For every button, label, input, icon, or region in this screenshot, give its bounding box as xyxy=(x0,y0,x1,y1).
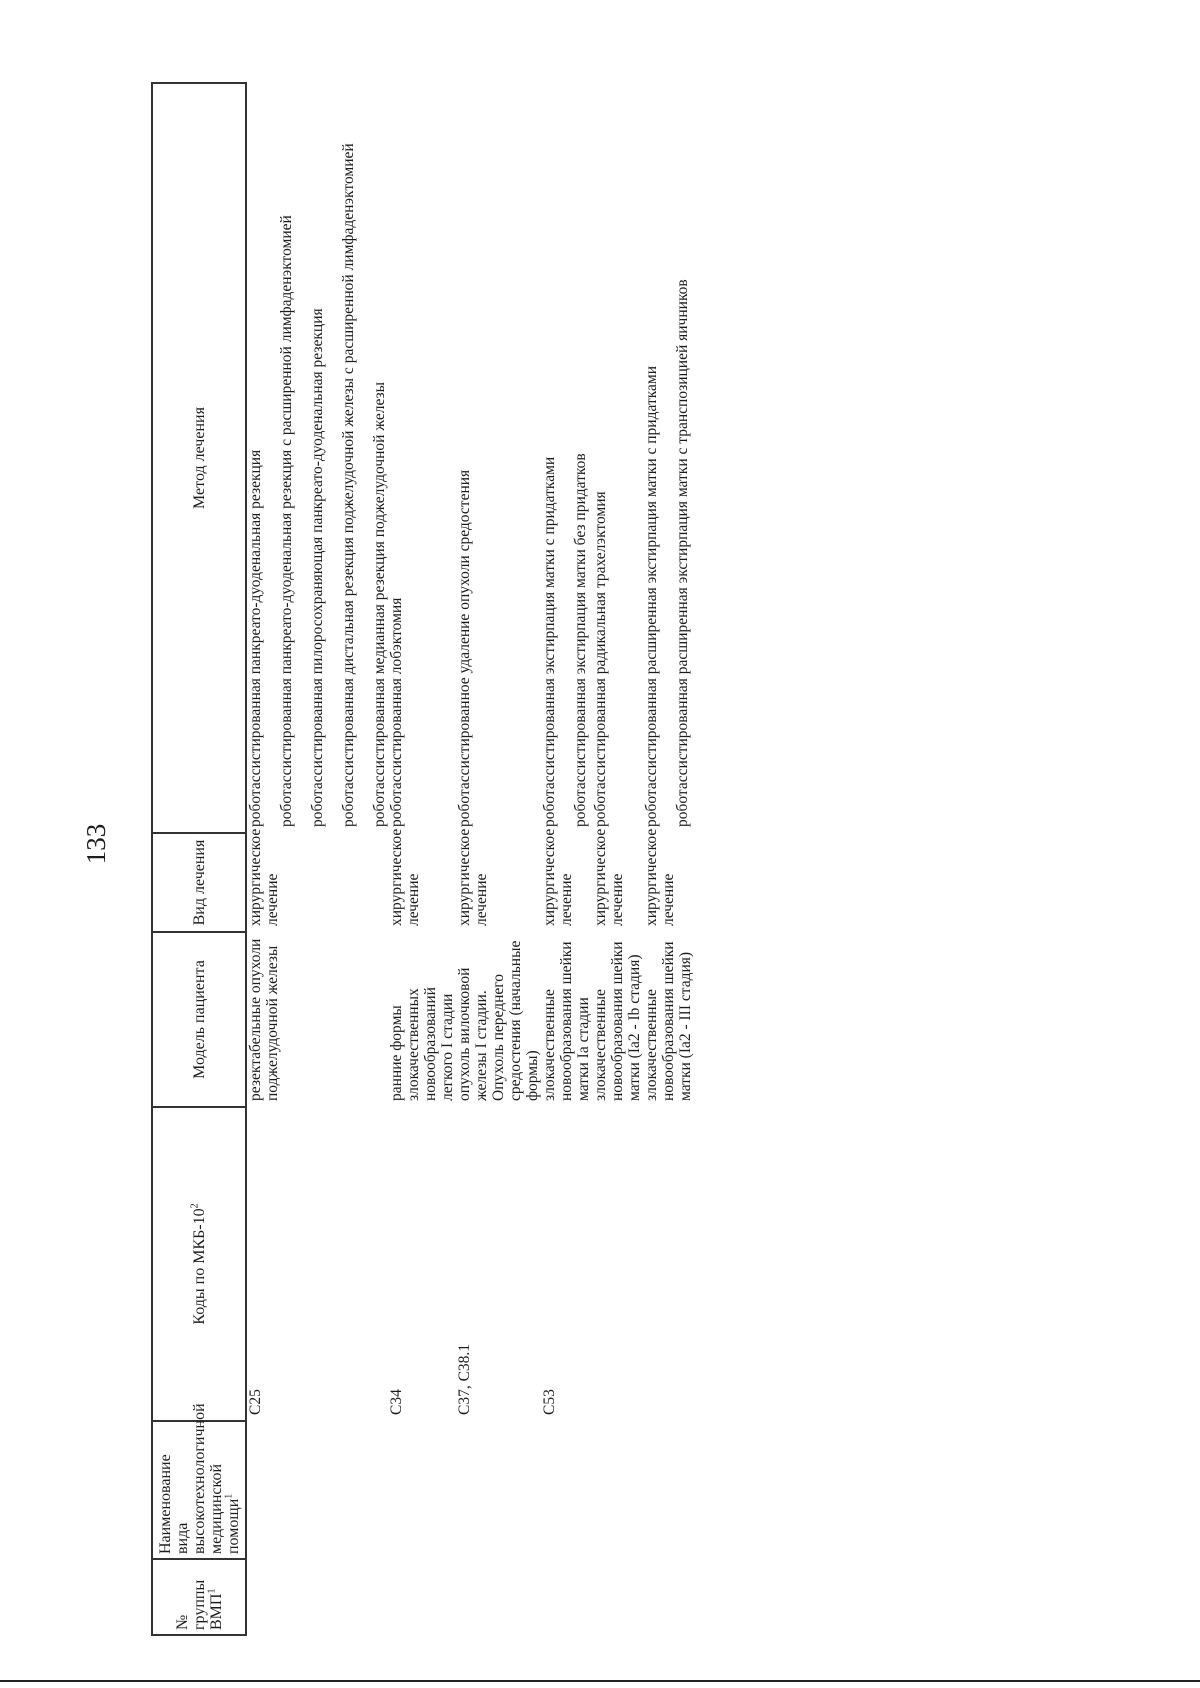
table-row xyxy=(456,83,541,1635)
icd-code: C34 xyxy=(388,1389,405,1415)
treatment-kind: хирургическое лечение xyxy=(247,828,281,926)
treatment-kind: хирургическое лечение xyxy=(456,828,490,926)
treatment-kind: хирургическое лечение xyxy=(388,828,422,926)
treatment-methods xyxy=(246,83,388,833)
method-item: роботассистированная радикальная трахелэктомия xyxy=(592,491,609,827)
treatment-methods xyxy=(643,83,694,833)
table-row xyxy=(592,83,643,1635)
method-item: роботассистированная расширенная экстирпация матки с транспозицией яичников xyxy=(674,279,691,827)
header-vmp-name: Наименование вида высокотехнологичной медицинской помощи$^1$ xyxy=(152,1421,246,1559)
treatment-kind: хирургическое лечение xyxy=(592,828,626,926)
icd-code xyxy=(643,1107,694,1421)
header-patient-model: Модель пациента xyxy=(152,932,246,1107)
header-treatment-method: Метод лечения xyxy=(152,83,246,833)
patient-model: ранние формы злокачественных новообразований легкого I стадии xyxy=(388,987,456,1101)
treatment-table xyxy=(151,82,694,1636)
method-item: роботассистированная дистальная резекция поджелудочной железы с расширенной лимфаденэктомией xyxy=(340,143,357,827)
icd-code: C37, C38.1 xyxy=(456,1343,473,1415)
table-row xyxy=(643,83,694,1635)
table-row xyxy=(388,83,456,1635)
icd-code: C25 xyxy=(247,1389,264,1415)
treatment-methods xyxy=(456,83,541,833)
table-row xyxy=(541,83,592,1635)
method-item: роботассистированная пилоросохраняющая панкреато-дуоденальная резекция xyxy=(309,308,326,827)
method-item: роботассистированная панкреато-дуоденальная резекция с расширенной лимфаденэктомией xyxy=(278,215,295,827)
page-number: 133 xyxy=(81,823,111,865)
method-item: роботассистированная экстирпация матки без придатков xyxy=(572,453,589,827)
patient-model: злокачественные новообразования шейки матки (Ia2 - Ib стадия) xyxy=(592,941,643,1101)
table-header-row xyxy=(152,83,246,1635)
treatment-kind: хирургическое лечение xyxy=(643,828,677,926)
treatment-methods xyxy=(541,83,592,833)
scan-edge-rule xyxy=(0,1680,1200,1682)
treatment-methods xyxy=(592,83,643,833)
table-row xyxy=(246,83,388,1635)
icd-code xyxy=(592,1107,643,1421)
patient-model: злокачественные новообразования шейки матки Ia стадии xyxy=(541,941,592,1101)
method-item: роботассистированная медианная резекция поджелудочной железы xyxy=(371,381,388,827)
header-treatment-kind: Вид лечения xyxy=(152,833,246,932)
patient-model: опухоль вилочковой железы I стадии. Опухоль переднего средостения (начальные формы) xyxy=(456,940,541,1101)
treatment-kind: хирургическое лечение xyxy=(541,828,575,926)
treatment-methods xyxy=(388,83,456,833)
header-group-number: № группы ВМП$^1$ xyxy=(152,1559,246,1635)
method-item: роботассистированная лобэктомия xyxy=(388,597,405,827)
icd-code: C53 xyxy=(541,1389,558,1415)
method-item: роботассистированная расширенная экстирпация матки с придатками xyxy=(643,365,660,827)
method-item: роботассистированное удаление опухоли средостения xyxy=(456,469,473,827)
method-item: роботассистированная панкреато-дуоденальная резекция xyxy=(247,449,264,827)
method-item: роботассистированная экстирпация матки с придатками xyxy=(541,456,558,827)
patient-model: злокачественные новообразования шейки матки (Ia2 - III стадия) xyxy=(643,941,694,1101)
header-icd-codes: Коды по МКБ-$10^2$ xyxy=(152,1107,246,1421)
patient-model: резектабельные опухоли поджелудочной железы xyxy=(247,938,281,1101)
